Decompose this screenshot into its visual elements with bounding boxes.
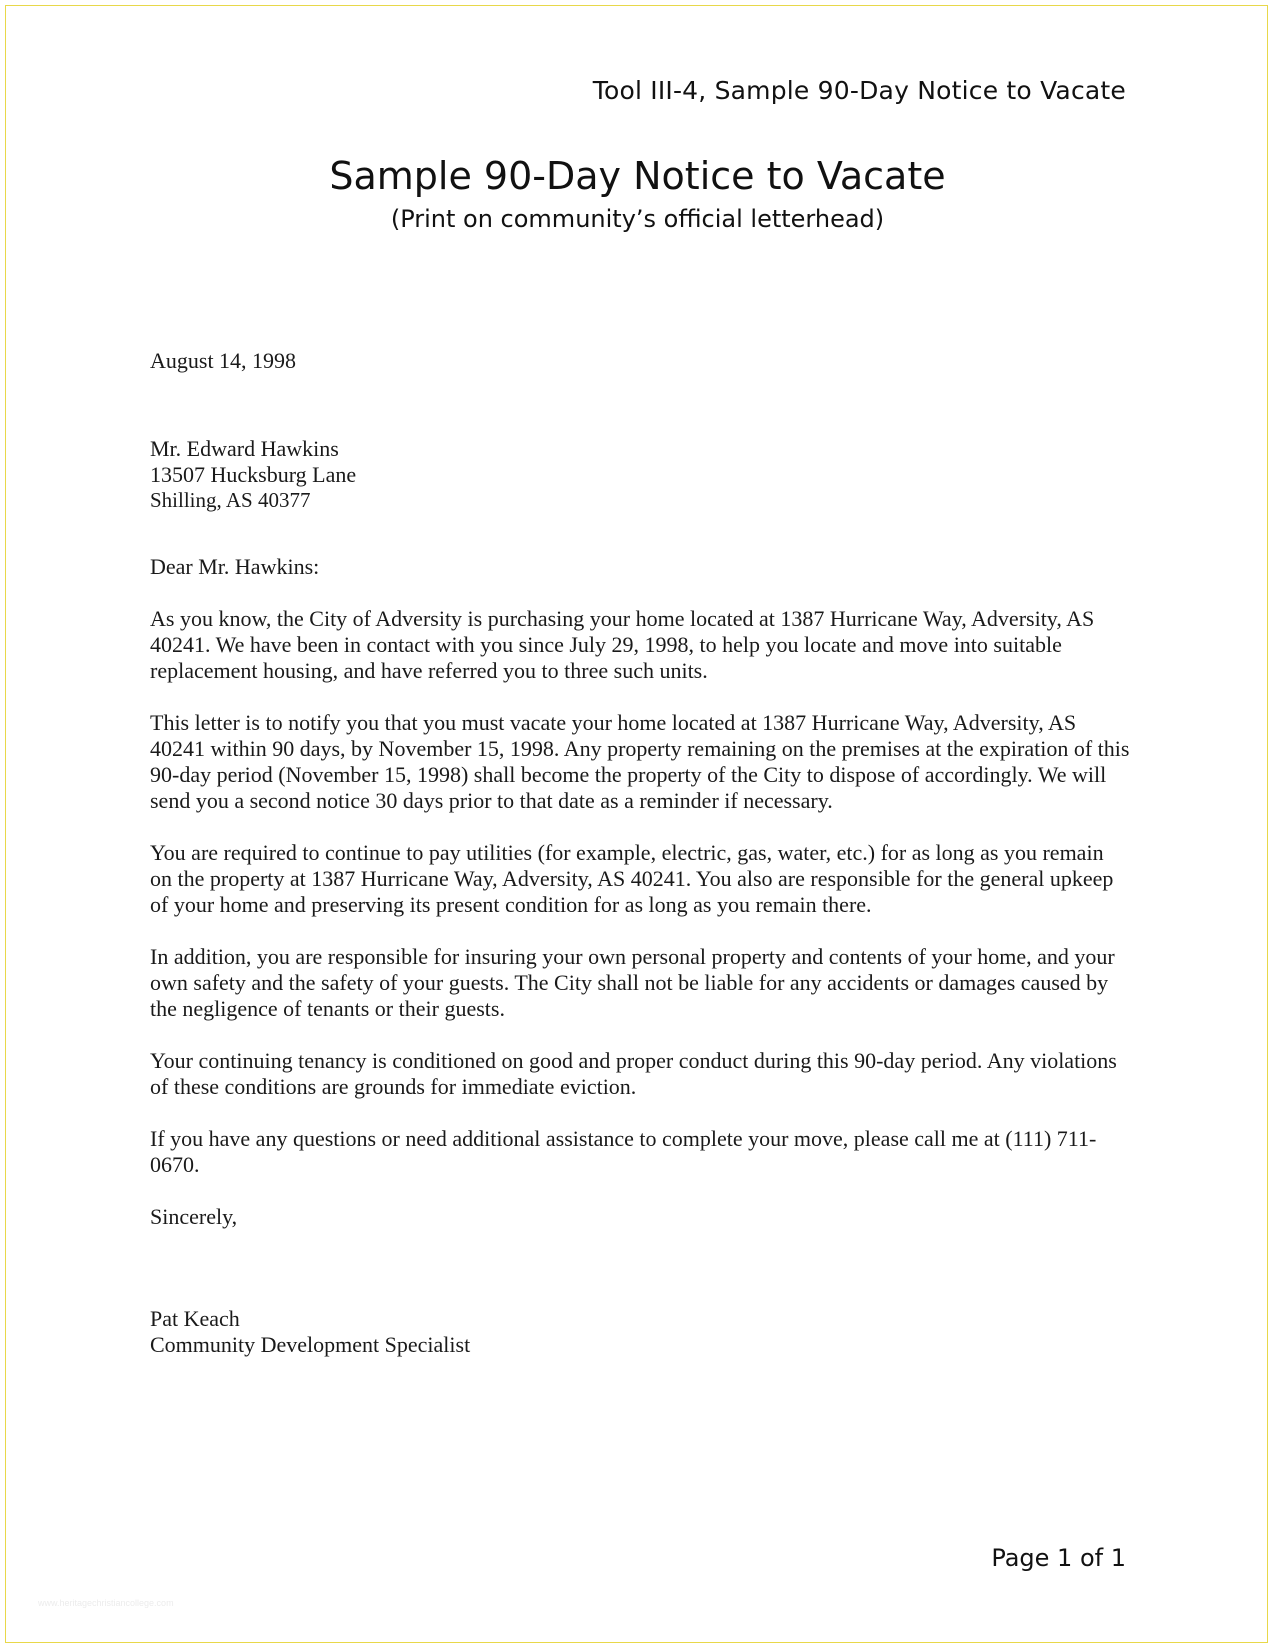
tool-header: Tool III-4, Sample 90-Day Notice to Vacate bbox=[592, 76, 1126, 105]
paragraph-conduct: Your continuing tenancy is conditioned on good and proper conduct during this 90-day period. Any violations of these conditions are grounds for immediate eviction. bbox=[150, 1048, 1117, 1099]
recipient-city-state-zip: Shilling, AS 40377 bbox=[150, 488, 311, 512]
watermark: www.heritagechristiancollege.com bbox=[38, 1598, 174, 1608]
signer-title: Community Development Specialist bbox=[150, 1332, 471, 1357]
signature-block bbox=[150, 1306, 1130, 1358]
salutation: Dear Mr. Hawkins: bbox=[150, 554, 320, 579]
page-number: Page 1 of 1 bbox=[991, 1544, 1126, 1572]
paragraph-purchase: As you know, the City of Adversity is purchasing your home located at 1387 Hurricane Way, Adversity, AS 40241. We have been in contact with you since July 29, 1998, to help you locate and move into suitable replacement housing, and have referred you to three such units. bbox=[150, 606, 1095, 683]
paragraph-utilities: You are required to continue to pay utilities (for example, electric, gas, water, etc.) for as long as you remain on the property at 1387 Hurricane Way, Adversity, AS 40241. You also are responsible for the general upkeep of your home and preserving its present condition for as long as you remain there. bbox=[150, 840, 1114, 917]
paragraph-vacate-notice: This letter is to notify you that you must vacate your home located at 1387 Hurricane Way, Adversity, AS 40241 within 90 days, by November 15, 1998. Any property remaining on the premises at the expiration of this 90-day period (November 15, 1998) shall become the property of the City to dispose of accordingly. We will send you a second notice 30 days prior to that date as a reminder if necessary. bbox=[150, 710, 1130, 813]
recipient-street: 13507 Hucksburg Lane bbox=[150, 462, 357, 487]
closing: Sincerely, bbox=[150, 1204, 238, 1229]
letter-date: August 14, 1998 bbox=[150, 348, 297, 373]
paragraph-contact: If you have any questions or need additional assistance to complete your move, please call me at (111) 711-0670. bbox=[150, 1126, 1097, 1177]
signer-name: Pat Keach bbox=[150, 1306, 240, 1331]
letter-body bbox=[150, 348, 1130, 1358]
recipient-name: Mr. Edward Hawkins bbox=[150, 436, 339, 461]
document-subtitle: (Print on community’s official letterhead) bbox=[390, 205, 885, 233]
recipient-address bbox=[150, 436, 1130, 512]
document-title: Sample 90-Day Notice to Vacate bbox=[329, 154, 946, 198]
paragraph-insurance: In addition, you are responsible for insuring your own personal property and contents of your home, and your own safety and the safety of your guests. The City shall not be liable for any accidents or damages caused by the negligence of tenants or their guests. bbox=[150, 944, 1115, 1021]
